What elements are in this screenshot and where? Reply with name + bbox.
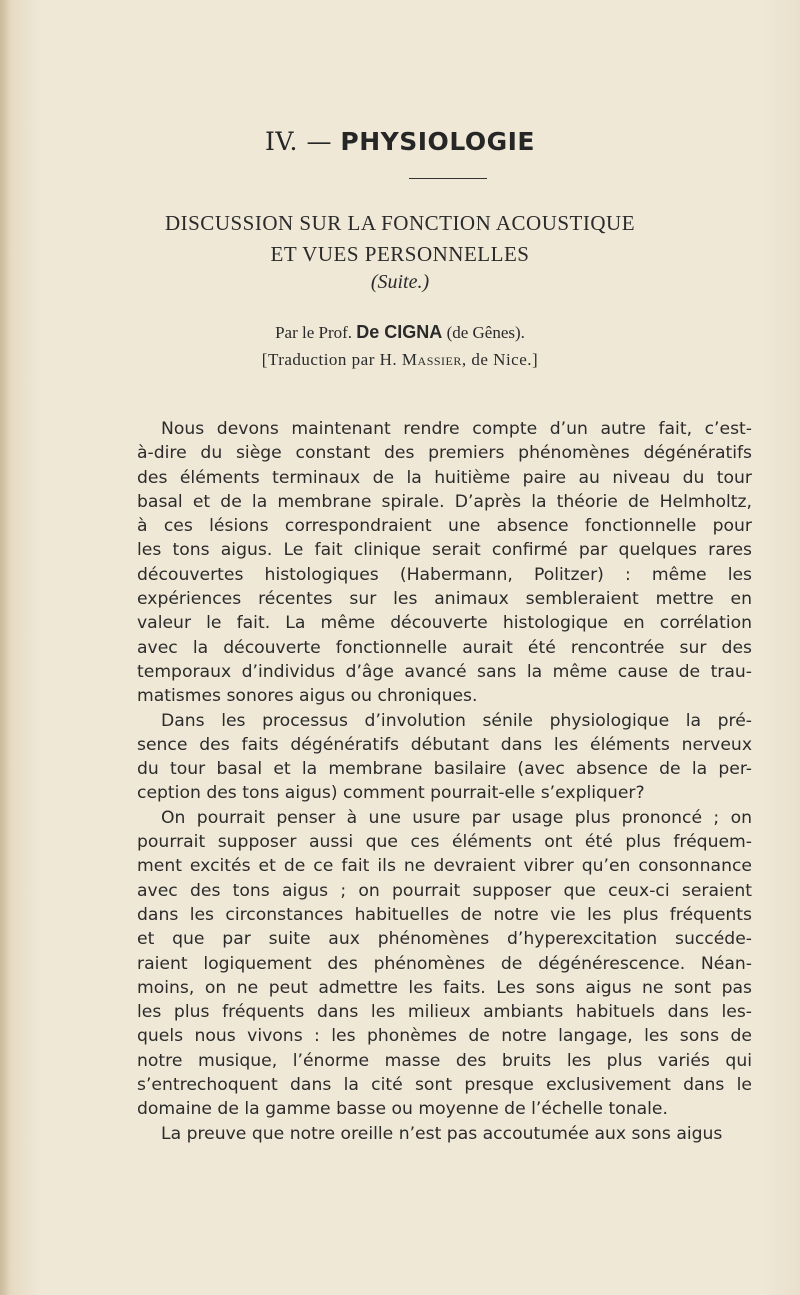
translation-prefix: [Traduction par H. (261, 350, 398, 369)
translation-suffix: de Nice.] (471, 350, 539, 369)
translator-name: Massier, (401, 350, 467, 369)
body-line: La preuve que notre oreille n’est pas accoutumée aux sons aigus (161, 1123, 723, 1144)
body-line: Nous devons maintenant rendre compte d’un autre fait, c’est- (161, 419, 752, 439)
body-line: s’entrechoquent dans la cité sont presque exclusivement dans le (137, 1075, 752, 1096)
article-title-line-1: DISCUSSION SUR LA FONCTION ACOUSTIQUE (164, 211, 636, 235)
heading-rule (409, 178, 487, 179)
body-line: pourrait supposer aussi que ces éléments ont été plus fréquem- (137, 832, 752, 853)
byline (0, 322, 800, 343)
body-line: On pourrait penser à une usure par usage plus prononcé ; on (161, 807, 752, 828)
body-line: dans les circonstances habituelles de notre vie les plus fréquents (137, 904, 752, 925)
body-line: les plus fréquents dans les milieux ambiants habituels dans les- (137, 1002, 752, 1023)
body-line: Dans les processus d’involution sénile physiologique la pré- (161, 710, 752, 731)
section-name: PHYSIOLOGIE (340, 127, 536, 156)
body-line: domaine de la gamme basse ou moyenne de l’échelle tonale. (137, 1099, 668, 1120)
body-line: quels nous vivons : les phonèmes de notre langage, les sons de (137, 1026, 752, 1047)
article-continuation-note: (Suite.) (370, 271, 430, 293)
byline-suffix: (de Gênes). (446, 323, 525, 342)
section-heading (0, 127, 800, 156)
body-line: avec des tons aigus ; on pourrait supposer que ceux-ci seraient (137, 880, 752, 901)
body-line: à ces lésions correspondraient une absence fonctionnelle pour (137, 516, 752, 537)
body-line: expériences récentes sur les animaux sembleraient mettre en (137, 589, 752, 610)
body-line: ception des tons aigus) comment pourrait-elle s’expliquer? (137, 783, 645, 804)
body-line: découvertes histologiques (Habermann, Politzer) : même les (137, 564, 752, 585)
section-dash: — (306, 127, 332, 156)
body-line: raient logiquement des phénomènes de dégénérescence. Néan- (137, 953, 752, 974)
body-line: sence des faits dégénératifs débutant dans les éléments nerveux (137, 734, 752, 755)
body-line: moins, on ne peut admettre les faits. Les sons aigus ne sont pas (137, 977, 752, 998)
body-line: avec la découverte fonctionnelle aurait été rencontrée sur des (137, 637, 752, 658)
article-title-line-2: ET VUES PERSONNELLES (270, 242, 530, 266)
body-line: à-dire du siège constant des premiers phénomènes dégénératifs (137, 443, 752, 464)
author-name: De CIGNA (356, 322, 443, 342)
body-line: et que par suite aux phénomènes d’hyperexcitation succéde- (137, 929, 752, 950)
body-line: temporaux d’individus d’âge avancé sans la même cause de trau- (137, 661, 752, 682)
body-line: matismes sonores aigus ou chroniques. (137, 686, 478, 707)
section-number: IV. (264, 127, 298, 156)
byline-prefix: Par le Prof. (275, 323, 353, 342)
body-line: notre musique, l’énorme masse des bruits les plus variés qui (137, 1050, 752, 1071)
translation-credit (0, 350, 800, 370)
body-line: valeur le fait. La même découverte histologique en corrélation (137, 613, 752, 634)
body-line: des éléments terminaux de la huitième paire au niveau du tour (137, 467, 752, 488)
body-line: ment excités et de ce fait ils ne devraient vibrer qu’en consonnance (137, 856, 752, 877)
body-line: du tour basal et la membrane basilaire (avec absence de la per- (137, 759, 752, 780)
article-body (137, 417, 752, 1146)
page-spine-shadow (0, 0, 10, 1295)
body-line: basal et de la membrane spirale. D’après la théorie de Helmholtz, (137, 491, 752, 512)
body-line: les tons aigus. Le fait clinique serait confirmé par quelques rares (137, 540, 752, 561)
